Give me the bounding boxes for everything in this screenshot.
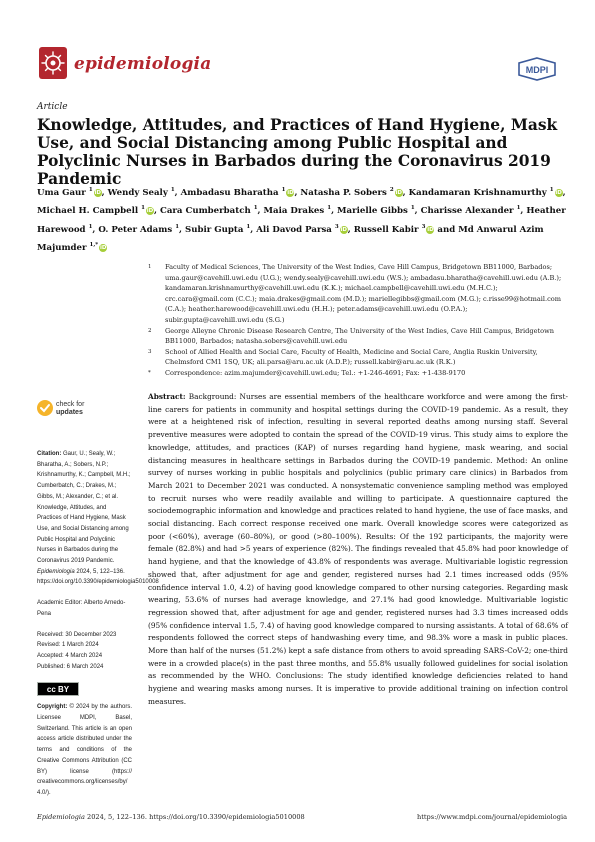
author-affiliation-mark: 3: [421, 223, 426, 230]
citation-label: Citation:: [37, 451, 62, 457]
author-affiliation-mark: 1: [170, 187, 175, 193]
author-affiliation-mark: 1,*: [89, 242, 99, 249]
copyright-block: [37, 702, 132, 798]
orcid-icon[interactable]: iD: [94, 189, 101, 196]
author-name: Michael H. Campbell: [37, 206, 139, 217]
author-entry: [37, 188, 102, 198]
author-name: Md Anwarul Azim Majumder: [37, 224, 544, 253]
paper-title: Knowledge, Attitudes, and Practices of Hand Hygiene, Mask Use, and Social Distancing among Public Hospital and Polyclinic Nurses in Barbados during the Coronavirus 2019 Pandemic: [37, 116, 558, 188]
author-affiliation-mark: 1: [549, 187, 554, 193]
author-entry: [160, 206, 258, 216]
author-name: Charisse Alexander: [420, 206, 514, 217]
author-entry: [300, 188, 402, 198]
citation-text: Gaur, U.; Sealy, W.; Bharatha, A.; Sobers, N.P.; Krishnamurthy, K.; Campbell, M.H.; Cumberbatch, C.; Drakes, M.; Gibbs, M.; Alexander, C.; et al. Knowledge, Attitudes, and Practices of Hand Hygiene, Mask Use, and Social Distancing among Public Hospital and Polyclinic Nurses in Barbados during the Coronavirus 2019 Pandemic.: [37, 451, 131, 565]
author-affiliation-mark: 1: [88, 187, 93, 193]
abstract: [148, 391, 568, 709]
abstract-text: Background: Nurses are essential members of the healthcare workforce and were among the first-line carers for patients in community and hospital settings during the COVID-19 pandemic. As a result, they were at a heightened risk of infection, resulting in several reported deaths among nursing staff. Several preventive measures were adopted to contain the spread of the COVID-19 virus. This study aims to explore the knowledge, attitudes, and practices (KAP) of nurses regarding hand hygiene, mask wearing, and social distancing measures in healthcare settings in Barbados during the COVID-19 pandemic. Method: An online survey of nurses working in public hospitals and polyclinics (public primary care clinics) in Barbados from March 2021 to December 2021 was conducted. A nonsystematic convenience sampling method was employed to recruit nurses who were readily available and willing to participate. A questionnaire captured the sociodemographic information and knowledge and practices related to hand hygiene, the use of face masks, and social distancing. Each correct response received one mark. Overall knowledge scores were categorized as poor (<60%), average (60–80%), or good (>80–100%). Results: Of the 192 participants, the majority were female (82.8%) and had >5 years of experience (82%). The findings revealed that 45.8% had poor knowledge of hand hygiene, and that the knowledge of 43.8% of respondents was average. Multivariable logistic regression showed that, after adjustment for age and gender, registered nurses had 2.1 times increased odds (95% confidence interval 1.0, 4.2) of having good knowledge compared to other nursing categories. Regarding mask wearing, 53.6% of nurses had average knowledge, and 27.1% had good knowledge. Multivariable logistic regression showed that, after adjustment for age and gender, registered nurses had 3.3 times increased odds (95% confidence interval 1.5, 7.4) of having good knowledge compared to nursing assistants. A total of 68.6% of respondents followed the correct steps of handwashing every time, and 98.3% wore a mask in public places. More than half of the nurses (51.2%) kept a safe distance from others to avoid spreading SARS-CoV-2; one-third were in a crowded place(s) in the past three months, and 55.8% usually followed guidelines for social isolation as recommended by the WHO. Conclusions: The study identified knowledge deficiencies related to hand hygiene and wearing masks among nurses. It is imperative to provide additional training on infection control measures.: [148, 392, 568, 706]
author-entry: [98, 225, 179, 235]
author-name: Ali Davod Parsa: [256, 224, 332, 235]
author-name: Wendy Sealy: [107, 187, 168, 198]
affiliation-item: [148, 368, 568, 379]
affiliation-number: 3: [148, 348, 152, 355]
sidebar: [37, 449, 159, 799]
author-name: Maia Drakes: [263, 206, 325, 217]
affiliation-item: [148, 347, 568, 368]
author-name: Marielle Gibbs: [337, 206, 408, 217]
cc-by-license-icon[interactable]: [37, 682, 79, 696]
article-type: Article: [37, 102, 68, 112]
author-affiliation-mark: 1: [141, 205, 145, 212]
check-updates-line1: check for: [56, 401, 85, 408]
affiliation-text: George Alleyne Chronic Disease Research Centre, The University of the West Indies, Cave Hill Campus, Bridgetown BB11000, Barbados; natasha.sobers@cavehill.uwi.edu: [165, 326, 555, 346]
affiliation-text: Correspondence: azim.majumder@cavehill.uwi.edu; Tel.: +1-246-4691; Fax: +1-438-9170: [165, 368, 466, 377]
affiliation-item: [148, 326, 568, 347]
author-affiliation-mark: 1: [246, 223, 251, 230]
author-entry: [108, 188, 175, 198]
author-name: Kandamaran Krishnamurthy: [408, 187, 547, 198]
author-affiliation-mark: 1: [516, 205, 521, 212]
affiliation-text: Faculty of Medical Sciences, The University of the West Indies, Cave Hill Campus, Bridgetown BB11000, Barbados; uma.gaur@cavehill.uwi.edu (U.G.); wendy.sealy@cavehill.uwi.edu (W.S.); ambadasu.bharatha@cavehill.uwi.edu (A.B.); kandamaran.krishnamurthy@cavehill.uwi.edu (K.K.); michael.campbell@cavehill.uwi.edu (M.H.C.); crc.cara@gmail.com (C.C.); maia.drakes@gmail.com (M.D.); mariellegibbs@gmail.com (M.G.); c.risse99@hotmail.com (C.A.); heather.harewood@cavehill.uwi.edu (H.H.); peter.adams@cavehill.uwi.edu (O.P.A.); subir.gupta@cavehill.uwi.edu (S.G.): [165, 263, 562, 324]
author-entry: [421, 206, 521, 216]
orcid-icon[interactable]: iD: [340, 226, 347, 233]
author-name: Subir Gupta: [185, 224, 244, 235]
orcid-icon[interactable]: iD: [99, 244, 107, 251]
affiliation-number: 1: [148, 264, 152, 270]
check-updates-line2: updates: [56, 409, 83, 416]
journal-name: epidemiologia: [74, 54, 212, 74]
mdpi-logo-icon: [516, 57, 558, 81]
footer-journal-url[interactable]: https://www.mdpi.com/journal/epidemiologia: [416, 813, 567, 821]
date-received: Received: 30 December 2023: [37, 631, 117, 638]
author-affiliation-mark: 1: [88, 223, 93, 230]
author-entry: [256, 225, 348, 235]
editor-name: Alberto Arnedo-Pena: [37, 600, 126, 617]
editor-label: Academic Editor:: [37, 600, 83, 607]
date-revised: Revised: 1 March 2024: [37, 642, 99, 649]
author-entry: [337, 206, 415, 216]
date-accepted: Accepted: 4 March 2024: [37, 652, 103, 659]
author-entry: [37, 206, 154, 216]
copyright-label: Copyright:: [37, 704, 68, 711]
footer-journal: Epidemiologia: [37, 813, 85, 821]
author-name: Ambadasu Bharatha: [180, 187, 279, 198]
orcid-icon[interactable]: iD: [146, 208, 154, 215]
author-affiliation-mark: 1: [253, 205, 258, 212]
footer-citation: [37, 813, 305, 821]
orcid-icon[interactable]: iD: [395, 189, 402, 196]
affiliation-item: [148, 262, 568, 326]
author-affiliation-mark: 1: [327, 205, 332, 212]
author-affiliation-mark: 1: [281, 187, 286, 193]
orcid-icon[interactable]: iD: [555, 189, 562, 196]
citation-block: [37, 449, 159, 588]
author-name: Heather Harewood: [37, 206, 566, 235]
footer-rest[interactable]: 2024, 5, 122–136. https://doi.org/10.3390/epidemiologia5010008: [87, 813, 305, 821]
author-entry: [264, 206, 332, 216]
citation-rest[interactable]: 2024, 5, 122–136. https://doi.org/10.3390/epidemiologia5010008: [37, 568, 159, 586]
affiliation-number: 2: [148, 327, 152, 334]
orcid-icon[interactable]: iD: [287, 189, 294, 196]
author-entry: [181, 188, 295, 198]
author-list: Uma Gaur $^1$ iD, Wendy Sealy $^1$, Ambadasu Bharatha $^1$ iD, Natasha P. Sobers $^2$ iD, Kandamaran Krishnamurthy $^1$ iD, Michael H. Campbell $^1$ iD, Cara Cumberbatch $^1$, Maia Drakes $^1$, Marielle Gibbs $^1$, Charisse Alexander $^1$, Heather Harewood $^1$, O. Peter Adams $^1$, Subir Gupta $^1$, Ali Davod Parsa $^3$ iD, Russell Kabir $^3$ iD and Md Anwarul Azim Majumder $^{1,*}$ iD: [37, 187, 566, 253]
journal-logo-icon: [38, 46, 68, 80]
author-entry: [354, 225, 435, 235]
cc-logo-text: cc BY: [46, 685, 70, 695]
author-affiliation-mark: 2: [389, 187, 394, 193]
abstract-label: Abstract:: [148, 392, 186, 401]
author-name: Cara Cumberbatch: [159, 206, 251, 217]
author-entry: [185, 225, 250, 235]
copyright-text: © 2024 by the authors. Licensee MDPI, Basel, Switzerland. This article is an open access article distributed under the terms and conditions of the Creative Commons Attribution (CC BY) license (https:// creativecommons.org/licenses/by/ 4.0/).: [37, 704, 132, 796]
author-affiliation-mark: 1: [410, 205, 415, 212]
author-entry: [409, 188, 563, 198]
editor-block: [37, 598, 132, 619]
author-affiliation-mark: 3: [334, 223, 339, 230]
author-name: Uma Gaur: [37, 187, 86, 198]
date-published: Published: 6 March 2024: [37, 663, 104, 670]
mdpi-logo-text: MDPI: [525, 65, 549, 75]
check-for-updates-icon[interactable]: [36, 397, 96, 419]
author-affiliation-mark: 1: [175, 223, 180, 230]
author-name: O. Peter Adams: [98, 224, 173, 235]
author-name: Russell Kabir: [353, 224, 419, 235]
dates-block: [37, 630, 132, 673]
affiliation-number: *: [148, 369, 151, 376]
affiliation-text: School of Allied Health and Social Care, Faculty of Health, Medicine and Social Care, Anglia Ruskin University, Chelmsford CM1 1SQ, UK; ali.parsa@aru.ac.uk (A.D.P.); russell.kabir@aru.ac.uk (R.K.): [165, 347, 538, 367]
orcid-icon[interactable]: iD: [427, 226, 434, 233]
author-name: Natasha P. Sobers: [300, 187, 387, 198]
affiliations: [148, 262, 568, 379]
citation-journal: Epidemiologia: [37, 568, 75, 575]
